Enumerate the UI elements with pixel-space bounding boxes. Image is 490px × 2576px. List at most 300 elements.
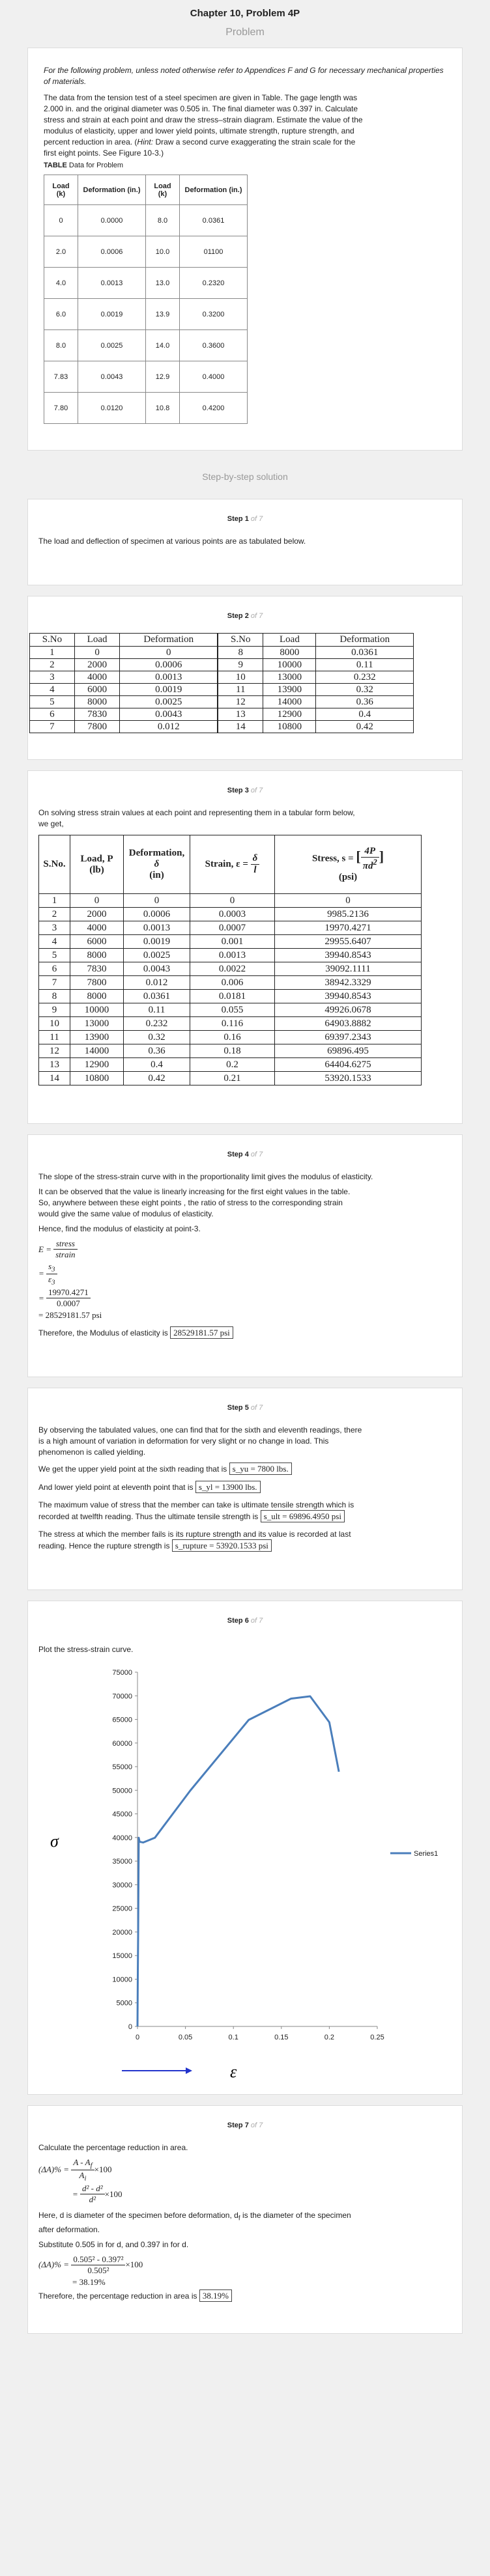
strain-num: δ [251,853,260,865]
table-cell: 0.4000 [180,361,248,393]
table-cell: 3 [30,671,75,684]
table-header-cell: S.No [30,634,75,647]
eq-lhs: E = [38,1244,51,1254]
area-reduction-substitution [38,2254,452,2288]
table-cell: 7800 [70,976,124,990]
step-total: of 7 [248,612,263,620]
table-cell: 0.012 [120,721,218,733]
page-title: Chapter 10, Problem 4P [190,8,300,19]
col-sno: S.No. [39,835,70,894]
step-7-p3: Substitute 0.505 in for d, and 0.397 in for d. [38,2239,189,2249]
step-total: of 7 [248,1404,263,1412]
table-cell: 4000 [70,921,124,935]
eq-num: 0.505² - 0.397² [71,2254,125,2265]
step-4-p1: The slope of the stress-strain curve with in the proportionality limit gives the modulus of elasticity. [38,1172,373,1181]
problem-line: percent reduction in area. ( [44,137,137,147]
eq-sub: 3 [51,1265,55,1274]
eq-s: s [48,1261,52,1271]
table-cell: 13000 [70,1017,124,1031]
table-cell: 10 [39,1017,70,1031]
problem-line: stress and strain at each point and draw the stress–strain diagram. Estimate the value of the [44,115,363,124]
eq-line [38,1261,452,1286]
step-number: 7 [244,2121,249,2130]
table-cell: 13900 [263,684,316,696]
chart-svg [38,1659,453,2082]
solution-header: Step-by-step solution [202,471,288,482]
table-cell: 7.80 [44,393,78,424]
table-cell: 10.0 [146,236,180,268]
eq-num [71,2157,94,2170]
table-cell: 11 [39,1031,70,1044]
table-cell: 0.0043 [78,361,146,393]
stress-strain-chart [38,1659,468,2082]
step-5-line: phenomenon is called yielding. [38,1448,146,1457]
step-1-text: The load and deflection of specimen at various points are as tabulated below. [38,537,306,546]
table-cell: 0.0043 [120,708,218,721]
table-row [30,708,414,721]
table-cell: 13900 [70,1031,124,1044]
table-cell: 7 [39,976,70,990]
table-cell: 64903.8882 [275,1017,422,1031]
table-cell: 0.0019 [120,684,218,696]
table-row [30,659,414,671]
y-tick-label: 70000 [112,1692,132,1701]
table-cell: 0.055 [190,1003,275,1017]
answer-box: 28529181.57 psi [170,1326,233,1339]
step-7-line: is the diameter of the specimen [240,2211,351,2220]
table-cell: 6000 [70,935,124,949]
table-cell: 10000 [70,1003,124,1017]
table-cell: 49926.0678 [275,1003,422,1017]
step-7-card [27,2105,463,2334]
table-cell: 2000 [70,908,124,921]
table-cell: 0.0007 [190,921,275,935]
table-cell: 0.0022 [190,962,275,976]
eq-num [46,1261,57,1274]
table-cell: 7830 [70,962,124,976]
eq-sub: i [84,2174,87,2183]
eq-num: stress [53,1239,77,1250]
eq-equals: = [72,2189,78,2199]
eq-num-base: A - A [73,2157,91,2168]
table-row [39,962,422,976]
step-3-line: we get, [38,819,64,828]
table-cell: 8 [39,990,70,1003]
table-cell: 4.0 [44,268,78,299]
table-cell: 0 [74,647,120,659]
table-cell: 14.0 [146,330,180,361]
table-cell: 0.42 [316,721,414,733]
table-cell: 6.0 [44,299,78,330]
step-word: Step [227,2121,243,2130]
step-number: 4 [244,1151,249,1158]
col-strain [190,835,275,894]
table-cell: 0 [275,894,422,908]
table-cell: 13.0 [146,268,180,299]
table-cell: 4 [30,684,75,696]
table-cell: 39940.8543 [275,990,422,1003]
table-cell: 0.2320 [180,268,248,299]
table-cell: 1 [39,894,70,908]
eq-num: 19970.4271 [46,1287,91,1298]
table-cell: 0.42 [124,1072,190,1085]
step-4-p3: Hence, find the modulus of elasticity at point-3. [38,1224,201,1233]
table-cell: 10 [218,671,263,684]
table-cell: 0.21 [190,1072,275,1085]
y-tick-label: 5000 [116,1999,132,2008]
table-cell: 01100 [180,236,248,268]
step-5-line: The maximum value of stress that the member can take is ultimate tensile strength which is [38,1500,354,1510]
table-cell: 0.0361 [124,990,190,1003]
table-cell: 0.4200 [180,393,248,424]
conclusion-text: Therefore, the Modulus of elasticity is [38,1328,168,1338]
step-6-header [38,1617,452,1625]
step-word: Step [227,612,243,620]
y-tick-label: 75000 [112,1669,132,1677]
problem-card [27,48,463,451]
eq-line [72,2183,452,2205]
table-cell: 69397.2343 [275,1031,422,1044]
table-header-row [30,634,414,647]
table-cell: 12.9 [146,361,180,393]
table-cell: 3 [39,921,70,935]
table-cell: 11 [218,684,263,696]
problem-header: Problem [225,27,265,38]
y-tick-label: 30000 [112,1881,132,1890]
table-cell: 5 [39,949,70,962]
eq-den: d² [89,2194,96,2205]
table-cell: 64404.6275 [275,1058,422,1072]
table-cell: 0 [44,205,78,236]
table-cell: 0.0013 [120,671,218,684]
table-caption-label: TABLE [44,161,67,169]
table-cell: 0.11 [316,659,414,671]
table-cell: 9985.2136 [275,908,422,921]
table-cell: 39940.8543 [275,949,422,962]
table-cell: 53920.1533 [275,1072,422,1085]
table-cell: 13 [218,708,263,721]
step-5-p1 [38,1425,452,1458]
step-4-line: So, anywhere between these eight points , the ratio of stress to the corresponding strain [38,1198,343,1207]
step-7-sub: f [238,2215,240,2222]
table-row [30,647,414,659]
col-def-unit: (in) [149,870,164,880]
eq-equals: = [38,1268,44,1279]
eq-lhs: (ΔA)% = [38,2260,70,2270]
table-cell: 7.83 [44,361,78,393]
x-tick-label: 0 [135,2034,140,2042]
table-cell: 8000 [70,990,124,1003]
table-row [39,1072,422,1085]
y-tick-label: 15000 [112,1952,132,1961]
table-cell: 0.0019 [78,299,146,330]
eq-result: = 28529181.57 psi [38,1310,102,1321]
step-5-line: reading. Hence the rupture strength is [38,1541,170,1551]
step-7-p1: Calculate the percentage reduction in area. [38,2143,188,2153]
step-number: 3 [244,787,249,794]
step-4-line: It can be observed that the value is linearly increasing for the first eight values in the table. [38,1187,351,1196]
y-tick-label: 55000 [112,1763,132,1772]
col-stress: Stress, s = [ $\frac{4P}{\pi d^2}$ ] (psi) [275,835,422,894]
table-cell: 6000 [74,684,120,696]
conclusion-text: Therefore, the percentage reduction in area is [38,2291,197,2301]
step-2-card [27,596,463,760]
table-row [39,1044,422,1058]
upper-yield-answer: s_yu = 7800 lbs. [229,1463,292,1475]
table-row [39,921,422,935]
x-tick-label: 0.15 [274,2034,289,2042]
table-cell: 0.4 [124,1058,190,1072]
table-cell: 0.0006 [124,908,190,921]
table-cell: 69896.495 [275,1044,422,1058]
table-cell: 0.4 [316,708,414,721]
step-total: of 7 [248,787,263,794]
table-cell: 29955.6407 [275,935,422,949]
eq-line [38,1239,452,1260]
step-number: 1 [244,515,249,523]
table-cell: 0.232 [124,1017,190,1031]
col-def-label: Deformation, [128,848,185,858]
eq-den: strain [55,1250,76,1259]
load-deformation-table [29,633,414,733]
table-header-cell: S.No [218,634,263,647]
step-number: 2 [244,612,249,620]
table-cell: 6 [30,708,75,721]
col-load-unit: (lb) [89,864,104,875]
table-cell: 0 [190,894,275,908]
eq-lhs: (ΔA)% = [38,2164,70,2175]
rupture-strength-answer: s_rupture = 53920.1533 psi [172,1539,272,1552]
y-tick-label: 35000 [112,1858,132,1866]
eq-equals: = [38,1293,44,1303]
step-3-card [27,770,463,1124]
step-3-text [38,807,452,830]
step-5-p3 [38,1481,452,1493]
y-tick-label: 10000 [112,1976,132,1984]
table-row [39,1003,422,1017]
step-1-header [38,515,452,523]
table-cell: 12 [218,696,263,708]
table-header-cell: Deformation [120,634,218,647]
table-cell: 14000 [70,1044,124,1058]
step-5-p2 [38,1463,452,1475]
step-5-line: is a high amount of variation in deformation for very slight or no change in load. This [38,1436,329,1446]
table-row [44,361,248,393]
table-cell: 13 [39,1058,70,1072]
step-4-header [38,1151,452,1158]
x-tick-label: 0.25 [370,2034,384,2042]
table-header-cell: Load (k) [146,175,180,205]
table-header-cell: Deformation (in.) [78,175,146,205]
table-row [39,1058,422,1072]
step-word: Step [227,515,243,523]
step-3-header [38,787,452,794]
hint-label: Hint: [137,137,154,147]
problem-intro: For the following problem, unless noted otherwise refer to Appendices F and G for necessary mechanical properties of materials. [44,66,444,86]
modulus-equation [38,1239,452,1321]
problem-line: The data from the tension test of a steel specimen are given in Table. The gage length was [44,93,358,102]
col-load-label: Load, P [80,853,113,864]
col-stress-label: Stress, s = [311,853,354,864]
table-cell: 0.0006 [120,659,218,671]
table-row [30,671,414,684]
eq-den [46,1274,57,1287]
table-cell: 9 [39,1003,70,1017]
x-arrow-head [186,2067,192,2074]
table-cell: 14 [218,721,263,733]
stress-strain-table [38,835,422,1085]
table-cell: 0.001 [190,935,275,949]
table-row [30,721,414,733]
stress-den [361,858,379,872]
plot-area [112,1669,384,2041]
table-cell: 0 [70,894,124,908]
problem-data-table [44,175,248,424]
y-tick-label: 0 [128,2023,132,2032]
step-total: of 7 [248,1617,263,1625]
step-number: 5 [244,1404,249,1412]
x-tick-label: 0.1 [228,2034,238,2042]
eq-sub: 3 [51,1278,55,1287]
table-cell: 0.116 [190,1017,275,1031]
problem-line: modulus of elasticity, upper and lower yield points, ultimate strength, rupture strength, and [44,126,354,135]
table-cell: 0.232 [316,671,414,684]
table-cell: 0.3200 [180,299,248,330]
col-load [70,835,124,894]
y-tick-label: 50000 [112,1787,132,1795]
area-reduction-formula [38,2157,452,2205]
y-tick-label: 20000 [112,1929,132,1937]
step-2-header [28,612,462,620]
y-tick-label: 60000 [112,1739,132,1748]
step-5-header [38,1404,452,1412]
table-row [44,393,248,424]
eq-line [38,2254,452,2276]
step-5-card [27,1388,463,1590]
table-row [39,1017,422,1031]
eq-tail: ×100 [125,2260,143,2270]
eq-tail: ×100 [94,2164,112,2175]
table-cell: 7830 [74,708,120,721]
answer-box: 38.19% [199,2289,232,2302]
step-3-line: On solving stress strain values at each point and representing them in a tabular form below, [38,808,355,817]
chart-legend [390,1850,438,1858]
eq-den: 0.505² [87,2265,109,2275]
table-cell: 2.0 [44,236,78,268]
table-cell: 8000 [263,647,316,659]
table-cell: 2 [39,908,70,921]
table-row [39,908,422,921]
strain-den: l [253,865,257,875]
table-cell: 8 [218,647,263,659]
table-cell: 2 [30,659,75,671]
eq-num: d² - d² [80,2183,105,2194]
table-cell: 13000 [263,671,316,684]
table-row [39,976,422,990]
step-6-card [27,1601,463,2095]
table-cell: 14 [39,1072,70,1085]
table-cell: 0.18 [190,1044,275,1058]
problem-table-caption [44,161,446,169]
table-cell: 0.0013 [190,949,275,962]
table-cell: 10.8 [146,393,180,424]
table-cell: 4000 [74,671,120,684]
table-cell: 0.3600 [180,330,248,361]
table-cell: 0.36 [316,696,414,708]
table-header-cell: Load [74,634,120,647]
eq-e: ε [48,1274,52,1284]
table-row [39,935,422,949]
table-caption-text: Data for Problem [66,161,124,169]
step-total: of 7 [248,1151,263,1158]
x-tick-label: 0.2 [324,2034,335,2042]
table-cell: 13.9 [146,299,180,330]
table-header-cell: Load [263,634,316,647]
step-total: of 7 [248,515,263,523]
table-cell: 9 [218,659,263,671]
table-header-cell: Load (k) [44,175,78,205]
table-cell: 2000 [74,659,120,671]
table-cell: 10000 [263,659,316,671]
table-row [44,268,248,299]
table-cell: 0.006 [190,976,275,990]
stress-num: 4P [361,846,379,858]
step-5-p4 [38,1500,452,1522]
step-word: Step [227,1617,243,1625]
table-cell: 0.0006 [78,236,146,268]
step-7-p2 [38,2210,452,2235]
col-def-symbol: δ [154,859,160,869]
table-cell: 7 [30,721,75,733]
eq-den: 0.0007 [57,1298,80,1309]
step-5-line: The stress at which the member fails is its rupture strength and its value is recorded at last [38,1530,351,1539]
step-7-header [38,2121,452,2129]
lower-yield-answer: s_yl = 13900 lbs. [195,1481,261,1493]
problem-line: Draw a second curve exaggerating the strain scale for the [153,137,356,147]
eq-den-base: A [79,2170,85,2180]
table-cell: 0.36 [124,1044,190,1058]
problem-line: 2.000 in. and the original diameter was 0.505 in. The final diameter was 0.397 in. Calculate [44,104,358,113]
x-axis-symbol: ε [230,2062,237,2082]
table-cell: 10800 [263,721,316,733]
table-row [39,990,422,1003]
col-deformation [124,835,190,894]
eq-line [38,2157,452,2182]
table-cell: 0.0043 [124,962,190,976]
table-cell: 12900 [70,1058,124,1072]
table-cell: 5 [30,696,75,708]
step-5-line: recorded at twelfth reading. Thus the ultimate tensile strength is [38,1512,259,1522]
step-4-line: would give the same value of modulus of elasticity. [38,1209,214,1218]
table-cell: 10800 [70,1072,124,1085]
table-cell: 0.32 [124,1031,190,1044]
step-5-line: We get the upper yield point at the sixth reading that is [38,1464,227,1474]
table-cell: 8000 [74,696,120,708]
table-cell: 0.11 [124,1003,190,1017]
table-row [44,205,248,236]
problem-text [44,92,446,159]
table-cell: 19970.4271 [275,921,422,935]
table-cell: 0.0361 [316,647,414,659]
step-5-line: And lower yield point at eleventh point that is [38,1483,194,1492]
table-cell: 8.0 [146,205,180,236]
table-cell: 0.0019 [124,935,190,949]
step-7-line: after deformation. [38,2224,100,2234]
step-word: Step [227,787,243,794]
table-cell: 0.2 [190,1058,275,1072]
y-tick-label: 40000 [112,1834,132,1843]
table-row [30,684,414,696]
